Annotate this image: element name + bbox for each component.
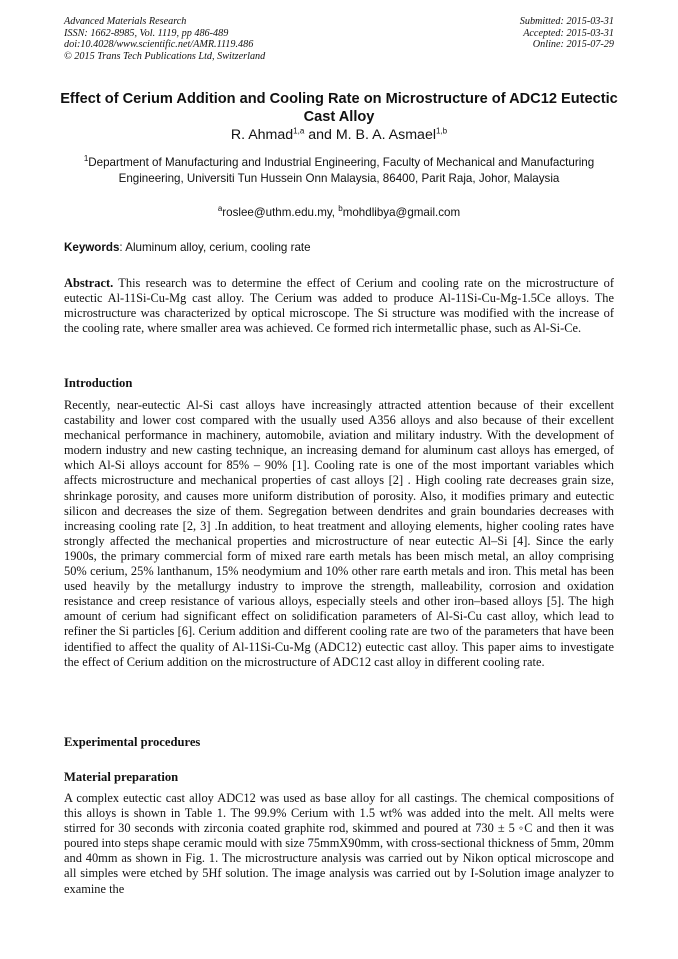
author-1-affil: 1,a	[293, 126, 305, 136]
affiliation-text: Department of Manufacturing and Industrial Engineering, Faculty of Mechanical and Manufacturing Engineering, Universiti Tun Hussein Onn Malaysia, 86400, Parit Raja, Johor, Malaysia	[88, 156, 595, 185]
email-b-marker: b	[338, 204, 343, 214]
abstract	[64, 276, 614, 336]
experimental-heading: Experimental procedures	[64, 735, 201, 749]
abstract-text: This research was to determine the effect of Cerium and cooling rate on the microstructure of eutectic Al-11Si-Cu-Mg cast alloy. The Cerium was added to produce Al-11Si-Cu-Mg-1.5Ce alloys. The microstructure was characterized by optical microscope. The Si structure was modified with the increase of the cooling rate, where smaller area was achieved. Ce formed rich intermetallic phase, such as Al-Si-Ce.	[64, 276, 614, 336]
email-a-link[interactable]: roslee@uthm.edu.my,	[222, 206, 339, 219]
accepted-date: Accepted: 2015-03-31	[523, 27, 614, 39]
abstract-label: Abstract.	[64, 276, 114, 290]
paper-title: Effect of Cerium Addition and Cooling Rate on Microstructure of ADC12 Eutectic Cast Alloy	[60, 91, 618, 125]
author-conjunction: and	[304, 127, 336, 143]
dates-info	[520, 16, 614, 51]
doi-line: doi:10.4028/www.scientific.net/AMR.1119.486	[64, 39, 254, 51]
keywords	[64, 240, 311, 255]
issn-line: ISSN: 1662-8985, Vol. 1119, pp 486-489	[64, 27, 229, 39]
journal-name: Advanced Materials Research	[64, 16, 187, 27]
email-b-link[interactable]: mohdlibya@gmail.com	[342, 206, 461, 219]
author-line	[0, 126, 678, 144]
introduction-text: Recently, near-eutectic Al-Si cast alloys have increasingly attracted attention because of their excellent castability and lower cost compared with the usually used A356 alloys and also because of their excellent mechanical performance in machinery, automobile, aviation and military industry. With the development of modern industry and new casting technique, an increasing demand for aluminum cast alloys has emerged, of which Al-Si alloys account for 85% – 90% [1]. Cooling rate is one of the most important variables which affects microstructure and mechanical properties of cast alloys [2] . High cooling rate decreases grain size, shrinkage porosity, and causes more uniform distribution of porosity. Also, it modifies primary and eutectic silicon and decreases the size of them. Segregation between dendrites and grain boundaries decreases with increasing cooling rate [2, 3] .In addition, to heat treatment and alloying elements, higher cooling rates have strongly affected the mechanical properties and microstructure of near eutectic Al–Si [4]. Since the early 1900s, the primary commercial form of mixed rare earth metals has been misch metal, an alloy comprising 50% cerium, 25% lanthanum, 15% neodymium and 10% other rare earth metals and iron. This metal has been used heavily by the metallurgy industry to improve the strength, malleability, corrosion and oxidation resistance and creep resistance of various alloys, especially steels and other iron–based alloys [5]. The high amount of cerium had significant effect on solidification parameters of Al-Si-Cu cast alloy, which lead to refiner the Si particles [6]. Cerium addition and different cooling rate are two of the parameters that have been identified to affect the quality of Al-11Si-Cu-Mg (ADC12) eutectic cast alloy. This paper aims to investigate the effect of Cerium addition on the microstructure of ADC12 cast alloy in different cooling rate.	[64, 398, 614, 669]
affiliation	[80, 155, 598, 186]
journal-info	[64, 16, 265, 62]
keywords-text: : Aluminum alloy, cerium, cooling rate	[119, 241, 311, 254]
copyright-line: © 2015 Trans Tech Publications Ltd, Switzerland	[64, 50, 266, 62]
author-2-affil: 1,b	[436, 126, 448, 136]
material-preparation-heading: Material preparation	[64, 770, 179, 784]
material-preparation-text: A complex eutectic cast alloy ADC12 was used as base alloy for all castings. The chemical compositions of this alloys is shown in Table 1. The 99.9% Cerium with 1.5 wt% was added into the melt. All melts were stirred for 30 seconds with zirconia coated graphite rod, skimmed and poured at 730 ± 5 ◦C and then it was poured into steps shape ceramic mould with size 75mmX90mm, with cross-sectional thickness of 5mm, 20mm and 40mm as shown in Fig. 1. The microstructure analysis was carried out by Nikon optical microscope and all simples were etched by 5Hf solution. The image analysis was carried out by I-Solution image analyzer to examine the	[64, 791, 614, 896]
submitted-date: Submitted: 2015-03-31	[519, 16, 614, 27]
keywords-label: Keywords	[64, 241, 120, 254]
introduction-heading: Introduction	[64, 376, 133, 390]
email-line	[0, 205, 678, 220]
email-a-marker: a	[217, 204, 223, 214]
affiliation-marker: 1	[83, 154, 89, 164]
author-1: R. Ahmad	[230, 127, 294, 143]
online-date: Online: 2015-07-29	[532, 39, 614, 51]
author-2: M. B. A. Asmael	[335, 127, 436, 143]
